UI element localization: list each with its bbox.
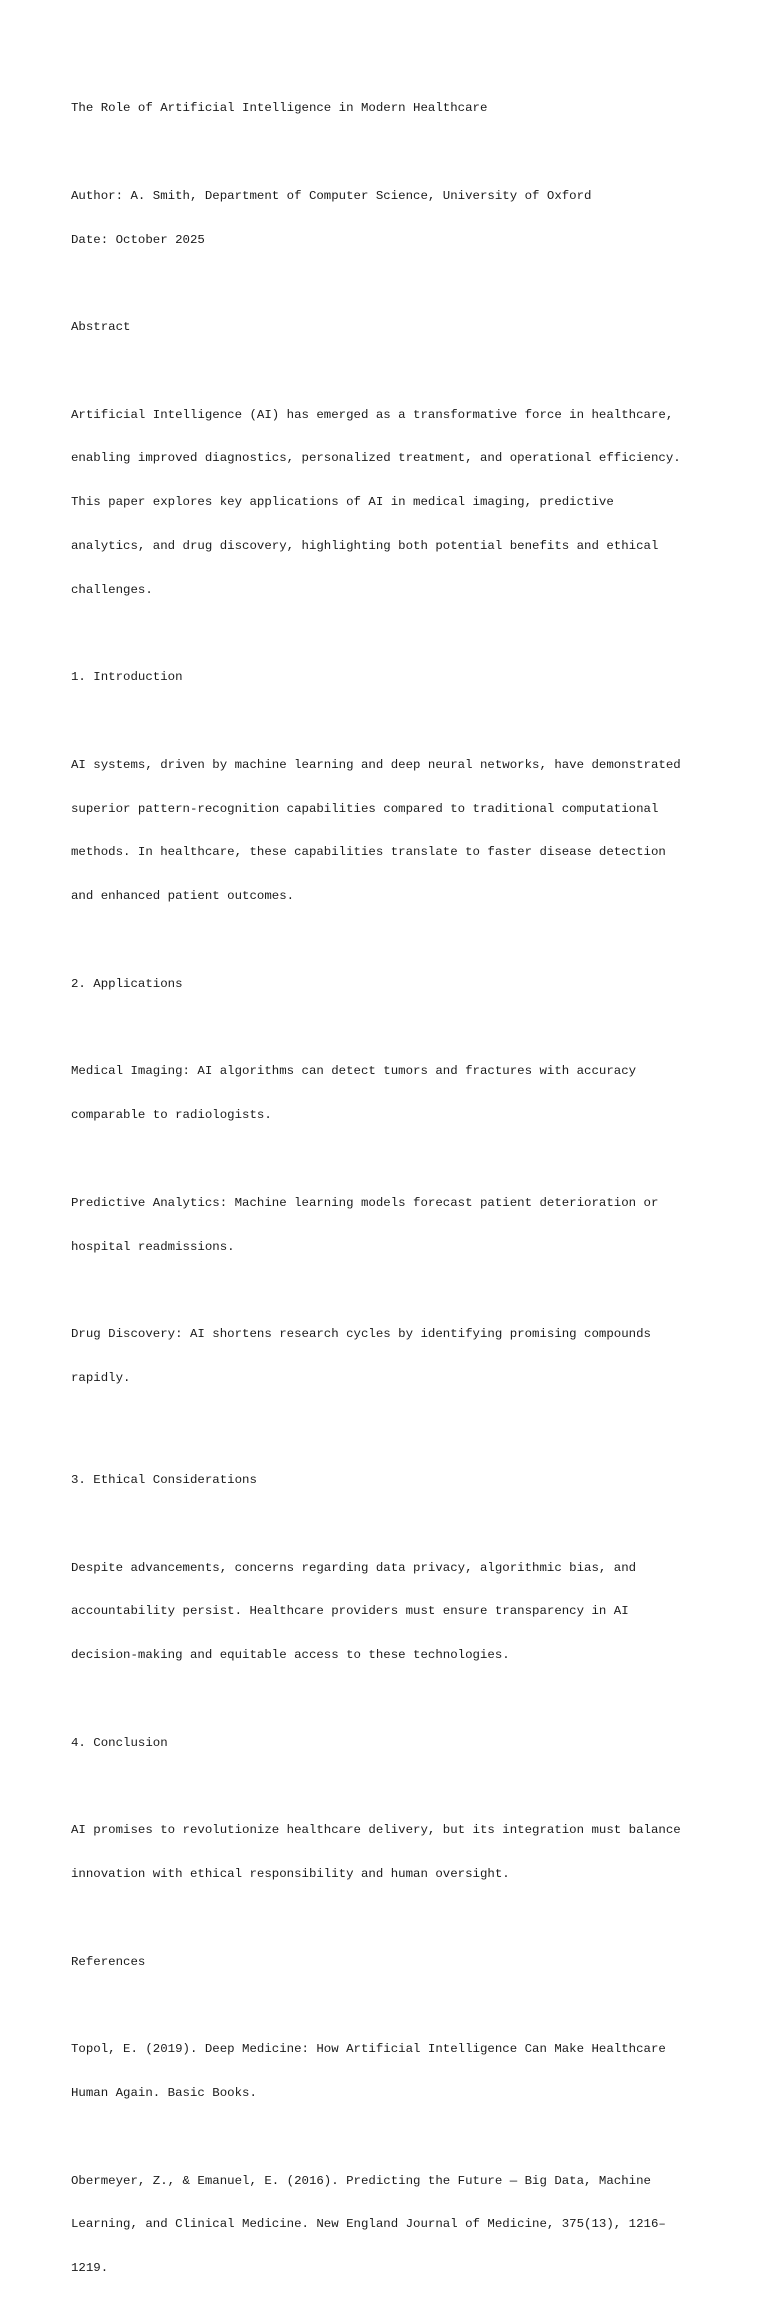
conclusion-paragraph: AI promises to revolutionize healthcare delivery, but its integration must balance innovation with ethical responsibility and human oversight. [71, 1823, 681, 1882]
drug-discovery-paragraph: Drug Discovery: AI shortens research cycles by identifying promising compounds rapidly. [71, 1327, 651, 1385]
reference-item: Obermeyer, Z., & Emanuel, E. (2016). Predicting the Future — Big Data, Machine Learning, and Clinical Medicine. New England Journal of Medicine, 375(13), 1216– 1219. [71, 2173, 666, 2276]
introduction-paragraph: AI systems, driven by machine learning and deep neural networks, have demonstrated superior pattern-recognition capabilities compared to traditional computational methods. In healthcare, these capabilities translate to faster disease detection and enhanced patient outcomes. [71, 757, 681, 904]
document-page [71, 72, 711, 2319]
reference-item: Topol, E. (2019). Deep Medicine: How Artificial Intelligence Can Make Healthcare Human Again. Basic Books. [71, 2042, 666, 2100]
introduction-heading: 1. Introduction [71, 670, 183, 685]
paper-meta [71, 160, 711, 277]
date-line: Date: October 2025 [71, 232, 205, 247]
predictive-analytics-paragraph: Predictive Analytics: Machine learning models forecast patient deterioration or hospital readmissions. [71, 1195, 659, 1254]
applications-heading: 2. Applications [71, 976, 183, 991]
ethics-paragraph: Despite advancements, concerns regarding data privacy, algorithmic bias, and accountability persist. Healthcare providers must ensure transparency in AI decision-making and equitable access to these technologies. [71, 1560, 637, 1663]
ethics-heading: 3. Ethical Considerations [71, 1473, 257, 1487]
paper-title: The Role of Artificial Intelligence in Modern Healthcare [71, 101, 488, 116]
references-heading: References [71, 1954, 146, 1969]
conclusion-heading: 4. Conclusion [71, 1735, 168, 1750]
abstract-heading: Abstract [71, 320, 131, 335]
author-line: Author: A. Smith, Department of Computer Science, University of Oxford [71, 188, 592, 203]
abstract-paragraph: Artificial Intelligence (AI) has emerged as a transformative force in healthcare, enabling improved diagnostics, personalized treatment, and operational efficiency. This paper explores key applications of AI in medical imaging, predictive analytics, and drug discovery, highlighting both potential benefits and ethical challenges. [71, 407, 681, 597]
medical-imaging-paragraph: Medical Imaging: AI algorithms can detect tumors and fractures with accuracy comparable to radiologists. [71, 1064, 637, 1123]
